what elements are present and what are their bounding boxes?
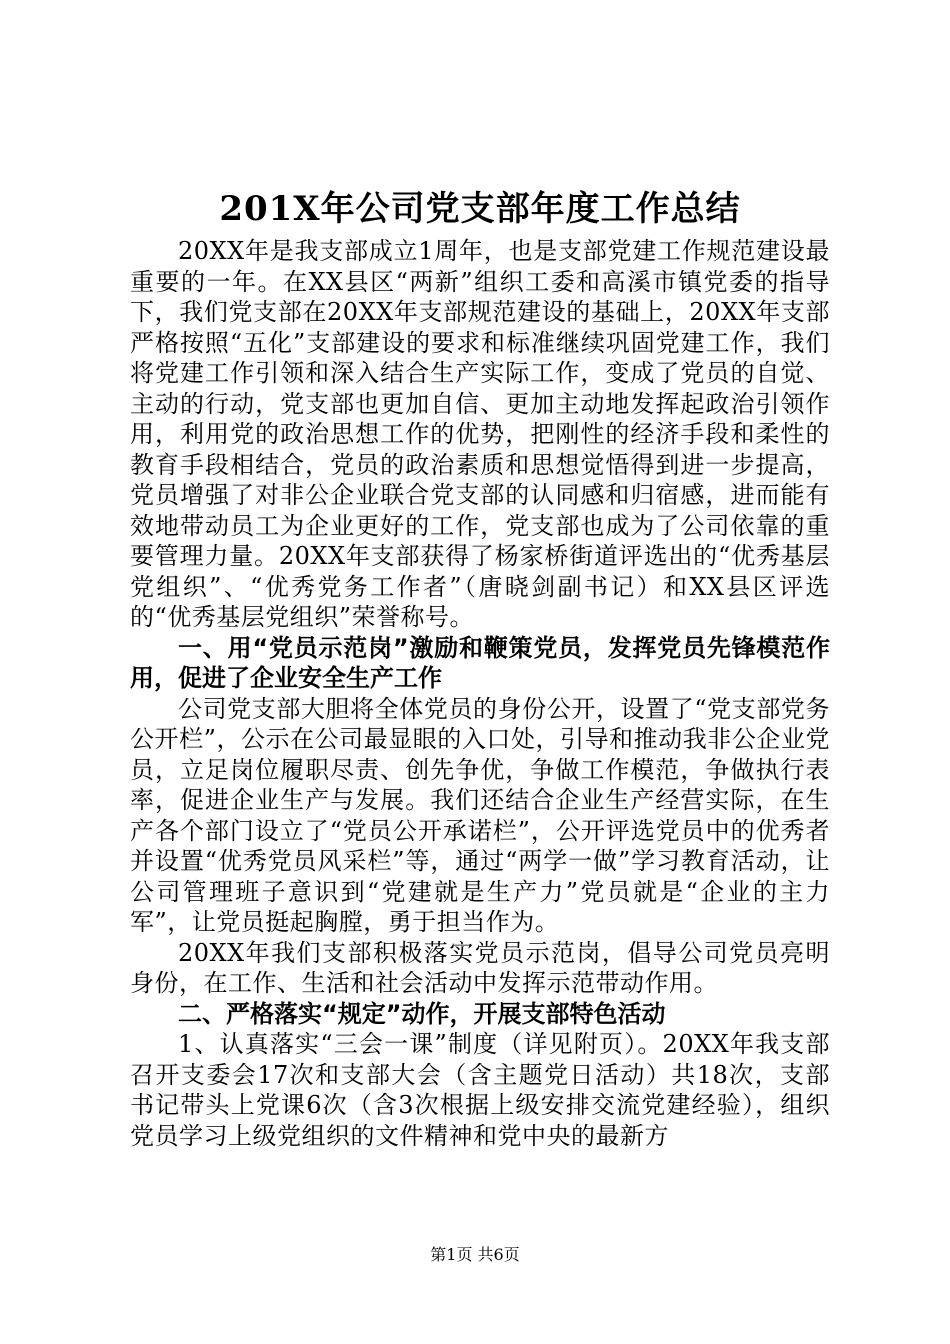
section-heading-2: 二、严格落实“规定”动作，开展支部特色活动 (178, 999, 666, 1028)
paragraph-intro: 20XX年是我支部成立1周年，也是支部党建工作规范建设最重要的一年。在XX县区“两新”组织工委和高溪市镇党委的指导下，我们党支部在20XX年支部规范建设的基础上，20XX年支部严格按照“五化”支部建设的要求和标准继续巩固党建工作，我们将党建工作引领和深入结合生产实际工作，变成了党员的自觉、主动的行动，党支部也更加自信、更加主动地发挥起政治引领作用，利用党的政治思想工作的优势，把刚性的经济手段和柔性的教育手段相结合，党员的政治素质和思想觉悟得到进一步提高，党员增强了对非公企业联合党支部的认同感和归宿感，进而能有效地带动员工为企业更好的工作，党支部也成为了公司依靠的重要管理力量。20XX年支部获得了杨家桥街道评选出的“优秀基层党组织”、“优秀党务工作者”（唐晓剑副书记）和XX县区评选的“优秀基层党组织”荣誉称号。 (130, 237, 830, 631)
section-heading-1: 一、用“党员示范岗”激励和鞭策党员，发挥党员先锋模范作用，促进了企业安全生产工作 (130, 633, 830, 692)
paragraph-section-1: 公司党支部大胆将全体党员的身份公开，设置了“党支部党务公开栏”，公示在公司最显眼的入口处，引导和推动我非公企业党员，立足岗位履职尽责、创先争优，争做工作模范，争做执行表率，促进企业生产与发展。我们还结合企业生产经营实际，在生产各个部门设立了“党员公开承诺栏”，公开评选党员中的优秀者并设置“优秀党员风采栏”等，通过“两学一做”学习教育活动，让公司管理班子意识到“党建就是生产力”党员就是“企业的主力军”，让党员挺起胸膛，勇于担当作为。 (130, 694, 830, 936)
paragraph-section-2-item-1: 1、认真落实“三会一课”制度（详见附页）。20XX年我支部召开支委会17次和支部大会（含主题党日活动）共18次，支部书记带头上党课6次（含3次根据上级安排交流党建经验），组织党员学习上级党组织的文件精神和党中央的最新方 (130, 1030, 830, 1150)
page-footer: 第1页 共6页 (430, 1245, 520, 1264)
paragraph-section-1-summary: 20XX年我们支部积极落实党员示范岗，倡导公司党员亮明身份，在工作、生活和社会活动中发挥示范带动作用。 (130, 938, 830, 997)
document-page (130, 0, 830, 1344)
page-title: 201X年公司党支部年度工作总结 (219, 189, 741, 229)
document-body (130, 236, 830, 1151)
